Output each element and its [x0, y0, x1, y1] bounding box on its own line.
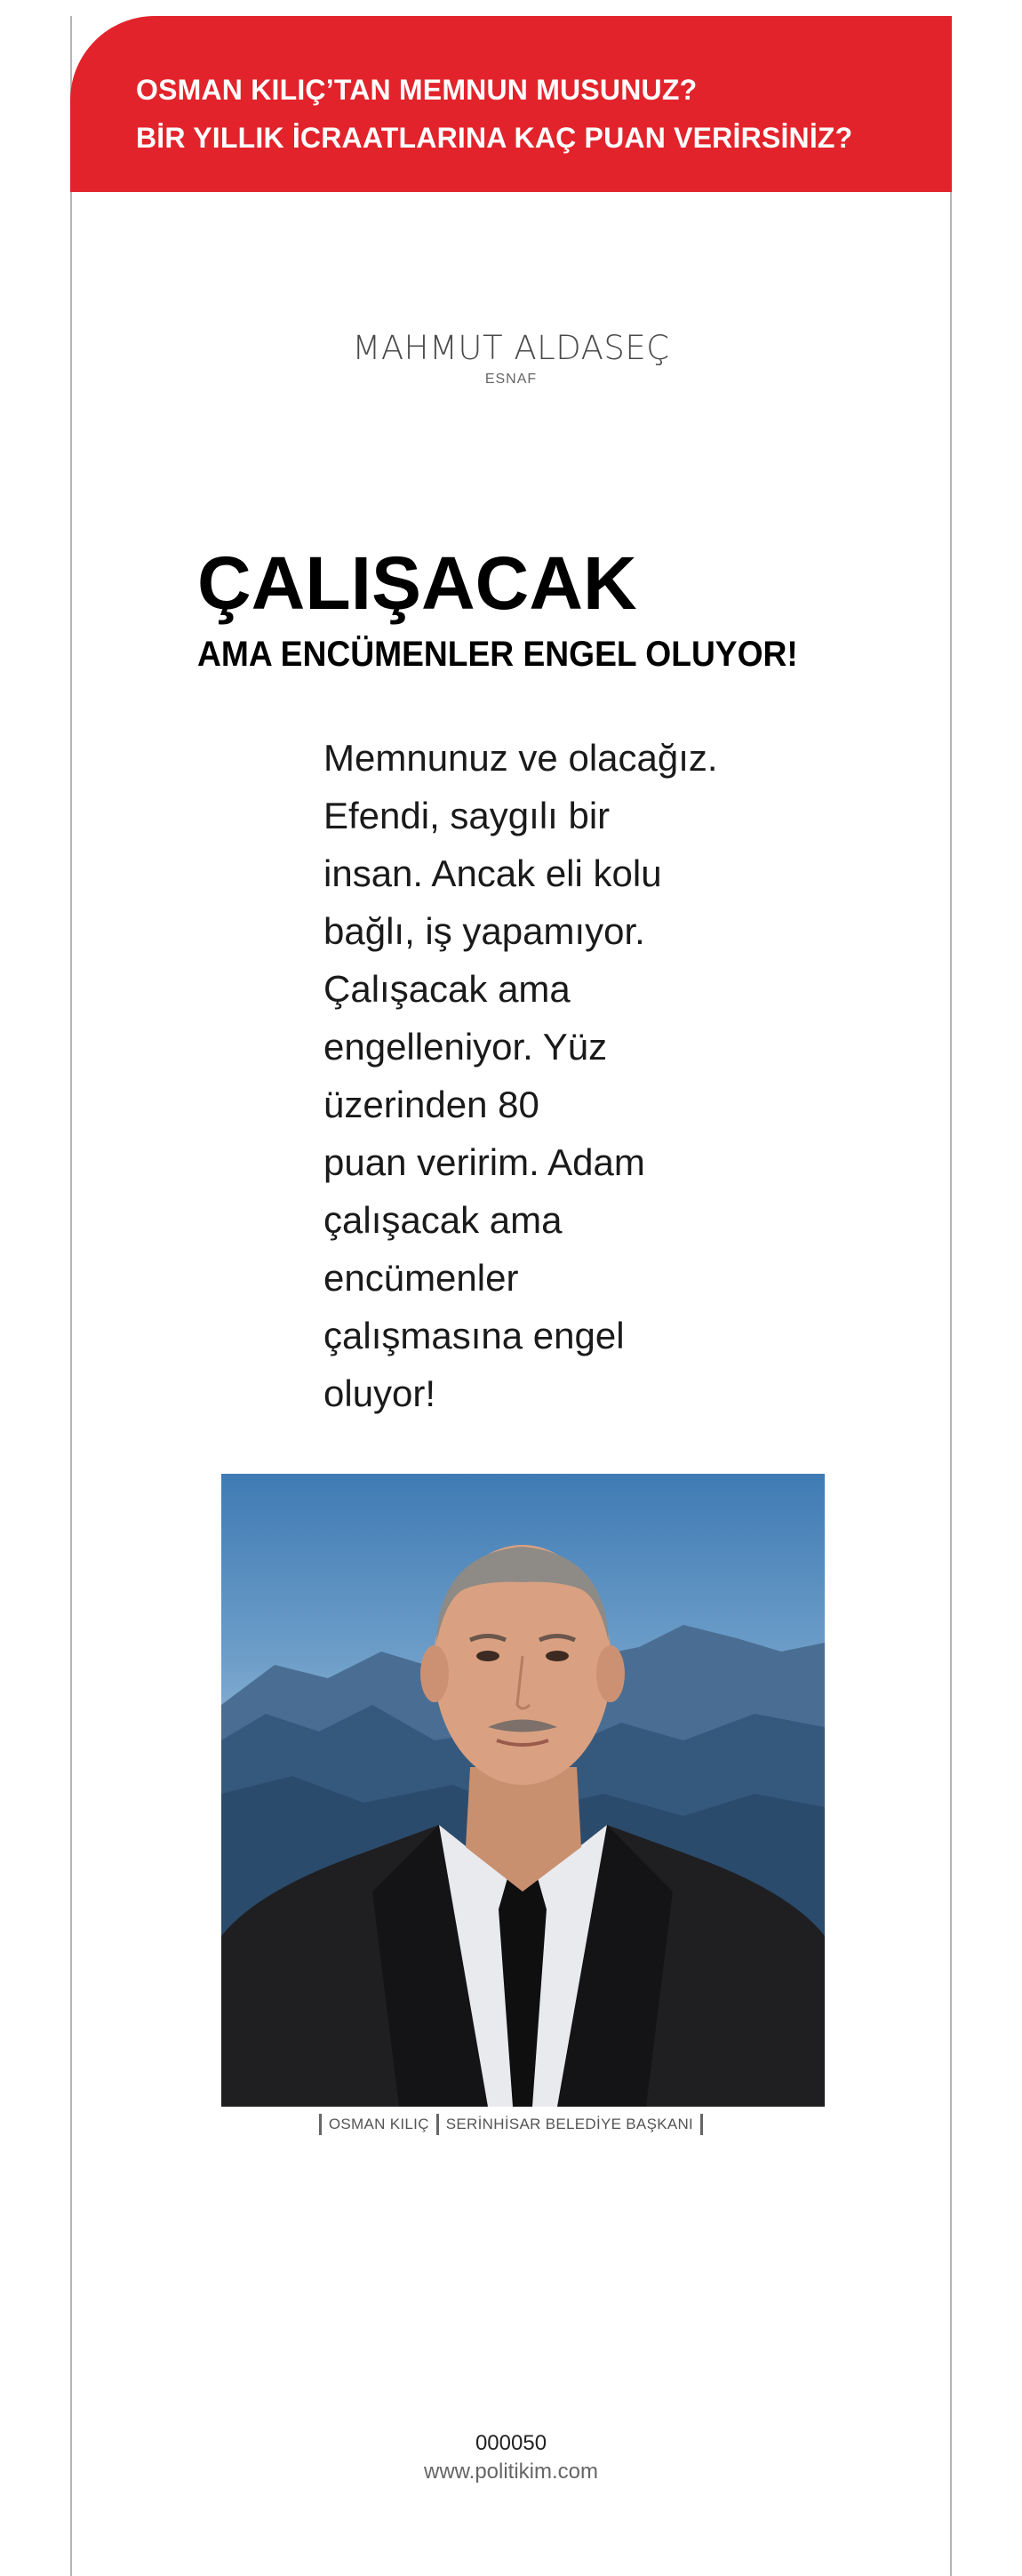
quote-line: Efendi, saygılı bir	[323, 795, 611, 836]
article-quote	[323, 729, 750, 1422]
caption-title: SERİNHİSAR BELEDİYE BAŞKANI	[445, 2116, 694, 2132]
author-role: ESNAF	[484, 372, 538, 387]
caption-divider	[700, 2114, 703, 2135]
caption-divider	[319, 2114, 322, 2135]
quote-line: engelleniyor. Yüz	[323, 1026, 608, 1068]
header-banner	[70, 16, 952, 192]
quote-line: çalışacak ama	[323, 1199, 563, 1241]
quote-line: çalışmasına engel	[323, 1315, 625, 1356]
header-question-2: BİR YILLIK İCRAATLARINA KAÇ PUAN VERİRSİNİZ?	[136, 122, 853, 154]
caption-name: OSMAN KILIÇ	[328, 2116, 429, 2132]
quote-line: Memnunuz ve olacağız.	[323, 737, 718, 779]
photo-caption	[0, 2114, 1022, 2135]
article-subheadline: AMA ENCÜMENLER ENGEL OLUYOR!	[197, 635, 798, 674]
article-headline: ÇALIŞACAK	[197, 541, 637, 625]
author-name: MAHMUT ALDASEÇ	[352, 329, 670, 367]
website-link[interactable]: www.politikim.com	[423, 2460, 599, 2484]
footer	[0, 2429, 1022, 2486]
quote-line: insan. Ancak eli kolu	[323, 852, 662, 894]
quote-line: oluyor!	[323, 1372, 436, 1414]
header-question-1: OSMAN KILIÇ’TAN MEMNUN MUSUNUZ?	[136, 74, 698, 106]
quote-line: Çalışacak ama	[323, 968, 571, 1010]
caption-divider	[436, 2114, 439, 2135]
quote-line: encümenler	[323, 1257, 519, 1299]
quote-line: üzerinden 80	[323, 1084, 539, 1125]
quote-line: puan veririm. Adam	[323, 1141, 645, 1183]
quote-line: bağlı, iş yapamıyor.	[323, 910, 645, 952]
author-block	[0, 329, 1022, 388]
page-code: 000050	[475, 2431, 547, 2455]
portrait-photo	[221, 1474, 825, 2107]
